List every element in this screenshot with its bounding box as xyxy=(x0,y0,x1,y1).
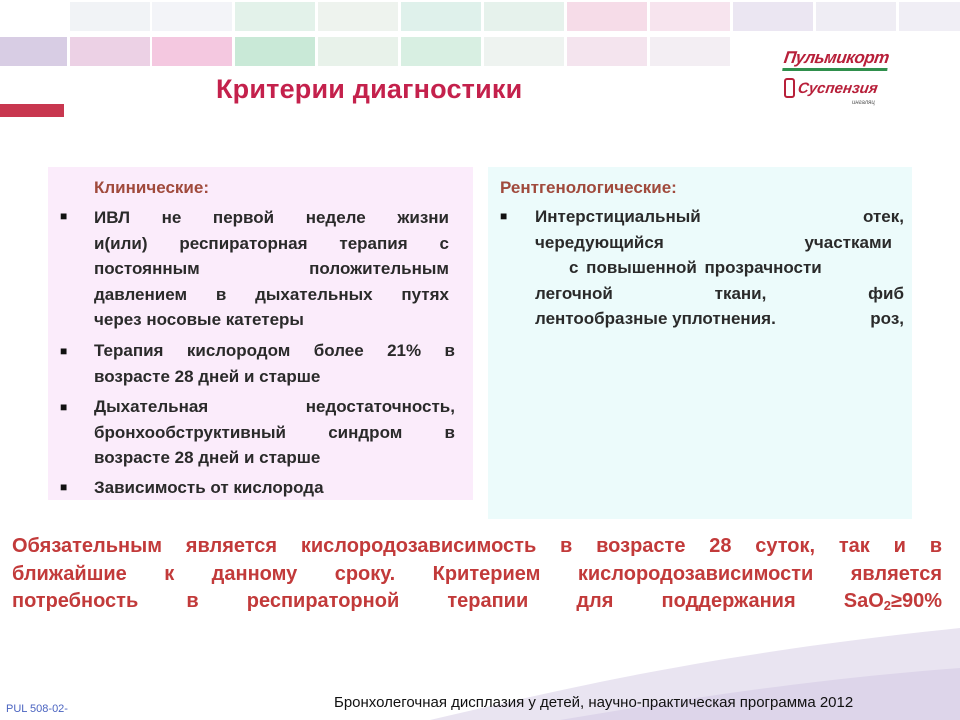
text-line: постоянным положительным xyxy=(94,259,449,278)
text-fragment: потребность в респираторной терапии для поддержания SaO xyxy=(12,590,884,612)
bullet-icon: ■ xyxy=(60,480,68,494)
text-line: бронхообструктивный синдром в xyxy=(94,422,455,442)
bullet-icon: ■ xyxy=(60,344,68,358)
text-line: ближайшие к данному сроку. Критерием кислородозависимости является xyxy=(12,562,942,585)
logo-subtitle: Суспензия xyxy=(796,80,879,97)
bullet-icon: ■ xyxy=(60,400,68,414)
text-line: и(или) респираторная терапия с xyxy=(94,233,449,253)
text-fragment: Интерстициальный xyxy=(535,207,701,226)
text-line: Обязательным является кислородозависимость в возрасте 28 суток, так и в xyxy=(12,535,942,557)
logo-brand-name: Пульмикорт xyxy=(782,48,891,67)
text-line: ИВЛ не первой неделе жизни xyxy=(94,208,449,227)
text-line: возрасте 28 дней и старше xyxy=(94,448,321,467)
text-fragment: чередующийся xyxy=(535,232,664,252)
text-fragment: фиб xyxy=(868,283,904,303)
bullet-icon: ■ xyxy=(60,209,68,223)
text-fragment: ткани, xyxy=(714,283,767,303)
text-fragment: роз, xyxy=(870,309,904,328)
clinical-heading: Клинические: xyxy=(94,178,209,197)
text-fragment: лентообразные уплотнения. xyxy=(535,309,776,328)
page-title: Критерии диагностики xyxy=(216,74,523,104)
text-fragment: ≥90% xyxy=(890,590,942,612)
text-line: Терапия кислородом более 21% в xyxy=(94,341,455,360)
text-line: через носовые катетеры xyxy=(94,310,304,329)
logo-caption: ингаляц xyxy=(852,100,875,106)
text-fragment: участками xyxy=(804,232,892,252)
text-line: Дыхательная недостаточность, xyxy=(94,397,455,416)
text-line: возрасте 28 дней и старше xyxy=(94,366,321,386)
text-fragment: отек, xyxy=(863,207,904,226)
xray-heading: Рентгенологические: xyxy=(500,178,677,197)
footer-code: PUL 508-02- xyxy=(6,703,68,715)
text-line: с повышенной прозрачности xyxy=(569,258,822,277)
subscript: 2 xyxy=(883,598,891,613)
footer-caption: Бронхолегочная дисплазия у детей, научно-практическая программа 2012 xyxy=(334,694,854,711)
text-fragment: легочной xyxy=(535,283,613,303)
text-line: давлением в дыхательных путях xyxy=(94,284,449,304)
text-line: Зависимость от кислорода xyxy=(94,478,324,497)
bullet-icon: ■ xyxy=(500,209,508,223)
